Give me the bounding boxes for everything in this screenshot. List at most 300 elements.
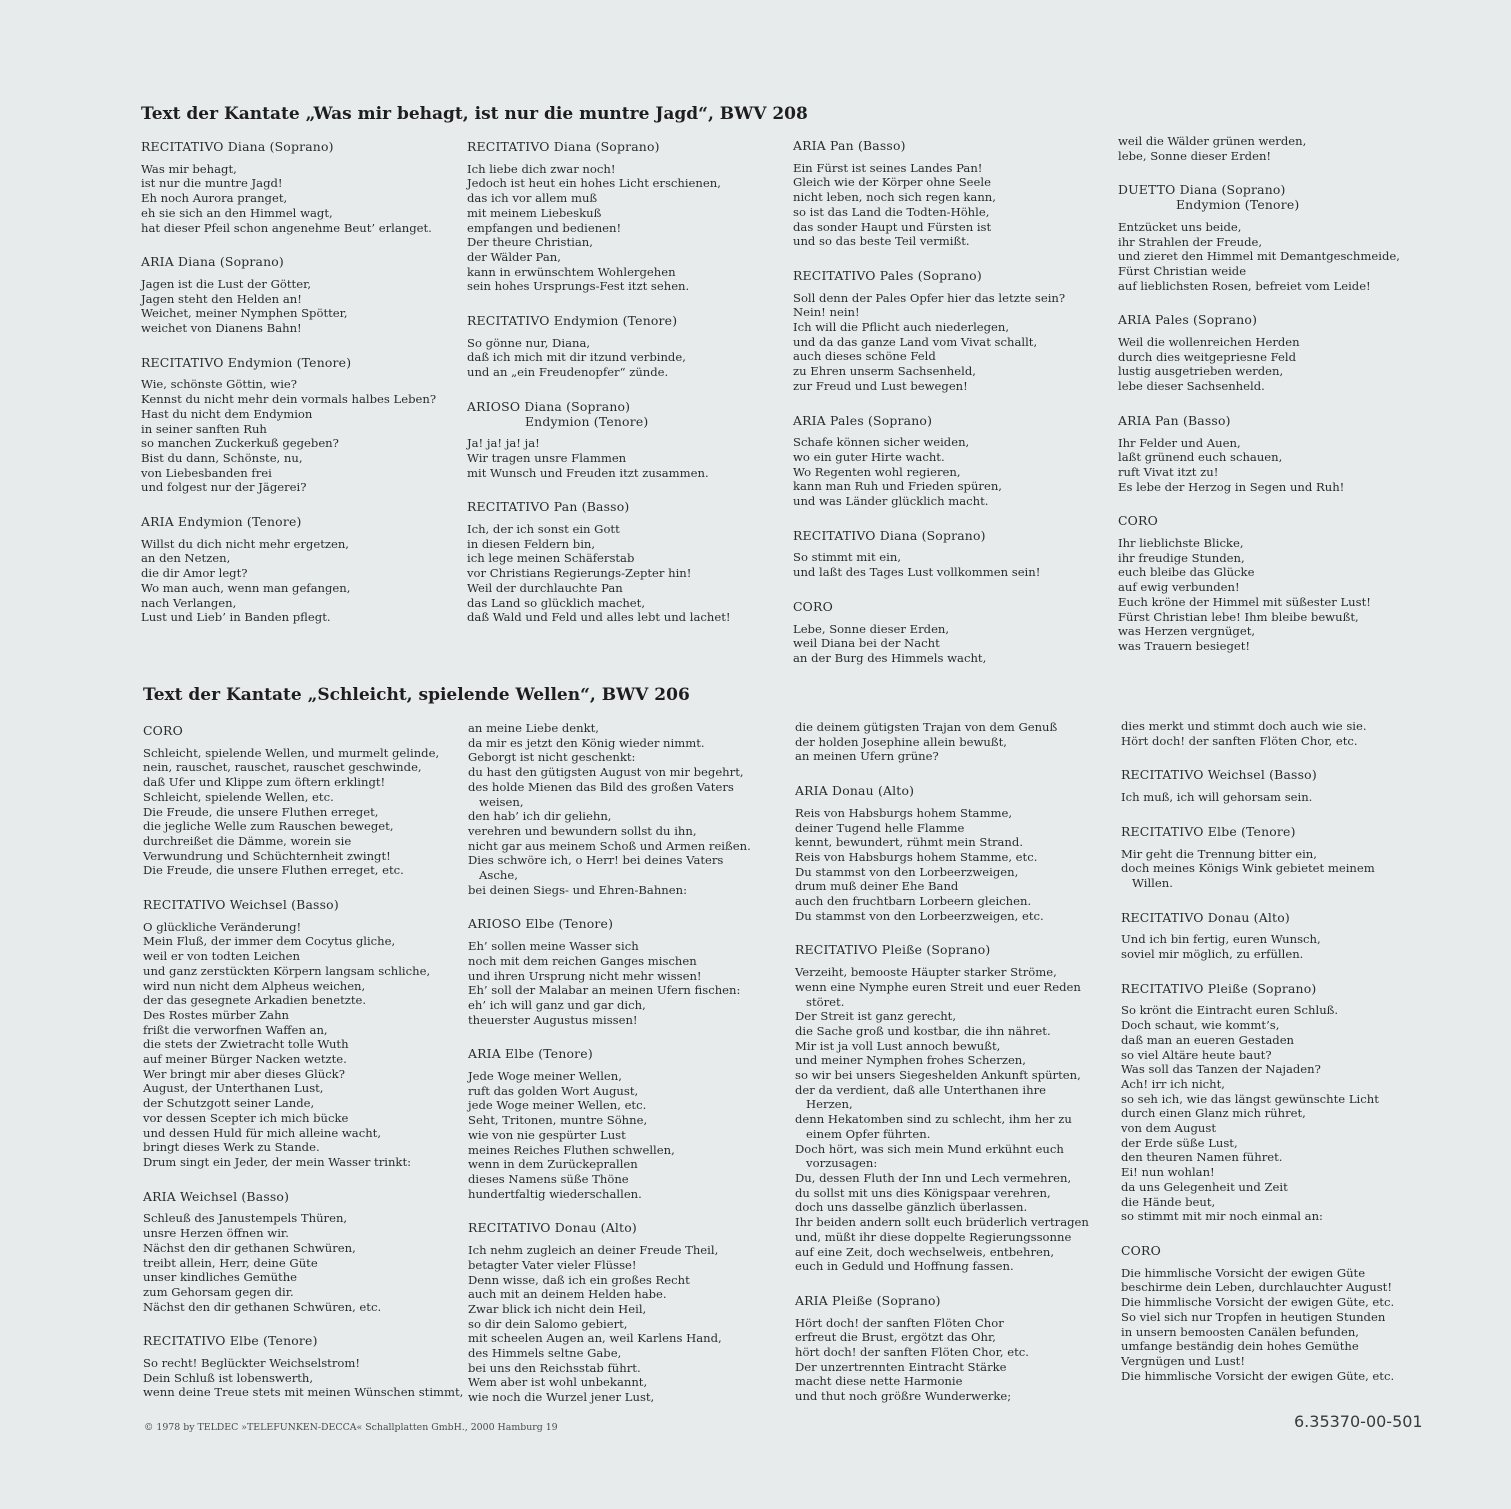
verse-line: ihr Strahlen der Freude, xyxy=(1118,234,1263,249)
libretto-section xyxy=(1118,313,1433,394)
libretto-section xyxy=(1121,911,1436,962)
verse-line: und an „ein Freudenopfer“ zünde. xyxy=(467,365,669,380)
verse-line: und folgest nur der Jägerei? xyxy=(141,480,307,495)
libretto-section xyxy=(795,720,1110,764)
verse-line: hat dieser Pfeil schon angenehme Beut’ erlanget. xyxy=(141,220,432,235)
verse-line: Doch schaut, wie kommt’s, xyxy=(1121,1018,1280,1033)
verse-line: Kennst du nicht mehr dein vormals halbes Leben? xyxy=(141,392,437,407)
verse-line: Jagen steht den Helden an! xyxy=(141,291,302,306)
verse-line: Willst du dich nicht mehr ergetzen, xyxy=(141,536,349,551)
libretto-section xyxy=(1121,719,1436,748)
verse-line: noch mit dem reichen Ganges mischen xyxy=(468,953,697,968)
verse-line: was Trauern besieget! xyxy=(1118,638,1251,653)
section-heading: CORO xyxy=(143,723,183,738)
libretto-section xyxy=(468,1047,783,1201)
verse-line: daß man an eueren Gestaden xyxy=(1121,1032,1295,1047)
section-heading: RECITATIVO Pleiße (Soprano) xyxy=(1121,980,1317,996)
verse-line: die Sache groß und kostbar, die ihn nähret. xyxy=(795,1023,1051,1038)
verse-line: an den Netzen, xyxy=(141,551,231,566)
verse-line: durchreißet die Dämme, worein sie xyxy=(143,833,352,848)
section-heading: RECITATIVO Pales (Soprano) xyxy=(793,267,982,283)
verse-line: so wir bei unsers Siegeshelden Ankunft spürten, xyxy=(795,1068,1081,1083)
verse-line: auch dieses schöne Feld xyxy=(793,349,936,364)
verse-line: zur Freud und Lust bewegen! xyxy=(793,378,968,393)
verse-line: an meinen Ufern grüne? xyxy=(795,749,939,764)
verse-line: O glückliche Veränderung! xyxy=(143,919,302,934)
verse-line: wie noch die Wurzel jener Lust, xyxy=(468,1390,655,1405)
verse-line: bei deinen Siegs- und Ehren-Bahnen: xyxy=(468,882,687,897)
verse-line: Ihr Felder und Auen, xyxy=(1118,435,1241,450)
verse-line: August, der Unterthanen Lust, xyxy=(143,1081,324,1096)
libretto-section xyxy=(467,140,782,294)
verse-line: Hast du nicht dem Endymion xyxy=(141,406,313,421)
cantata-1-column-1 xyxy=(141,140,456,645)
verse-line: Die himmlische Vorsicht der ewigen Güte xyxy=(1121,1265,1366,1280)
section-heading: RECITATIVO Endymion (Tenore) xyxy=(141,354,352,370)
section-heading: RECITATIVO Pan (Basso) xyxy=(467,499,630,515)
verse-line: treibt allein, Herr, deine Güte xyxy=(143,1255,318,1270)
verse-line: daß Ufer und Klippe zum öftern erklingt! xyxy=(143,775,386,790)
verse-line: lebe dieser Sachsenheld. xyxy=(1118,379,1265,394)
verse-line: Gleich wie der Körper ohne Seele xyxy=(793,175,991,190)
libretto-section xyxy=(795,1294,1110,1404)
catalog-number: 6.35370-00-501 xyxy=(1294,1412,1423,1431)
section-heading: ARIOSO Diana (Soprano) Endymion (Tenore) xyxy=(467,398,649,429)
libretto-section xyxy=(1118,414,1433,495)
verse-line: Die himmlische Vorsicht der ewigen Güte, etc. xyxy=(1121,1368,1395,1383)
verse-line: Drum singt ein Jeder, der mein Wasser trinkt: xyxy=(143,1154,412,1169)
verse-line: Verzeiht, bemooste Häupter starker Ströme, xyxy=(795,965,1057,980)
verse-line: Weil der durchlauchte Pan xyxy=(467,580,623,595)
section-heading: RECITATIVO Donau (Alto) xyxy=(468,1220,637,1236)
verse-line: da mir es jetzt den König wieder nimmt. xyxy=(468,735,705,750)
verse-line: und da das ganze Land vom Vivat schallt, xyxy=(793,334,1038,349)
section-heading: RECITATIVO Diana (Soprano) xyxy=(141,139,334,154)
libretto-section xyxy=(468,1221,783,1404)
verse-line: Jagen ist die Lust der Götter, xyxy=(141,276,312,291)
verse-line: Weil die wollenreichen Herden xyxy=(1118,335,1300,350)
section-heading: RECITATIVO Endymion (Tenore) xyxy=(467,313,678,329)
verse-line: drum muß deiner Ehe Band xyxy=(795,879,959,894)
verse-line: Ja! ja! ja! ja! xyxy=(467,436,540,451)
verse-line: So viel sich nur Tropfen in heutigen Stunden xyxy=(1121,1309,1386,1324)
verse-line: wird nun nicht dem Alpheus weichen, xyxy=(143,978,366,993)
verse-line: von dem August xyxy=(1121,1121,1216,1136)
verse-line: so stimmt mit mir noch einmal an: xyxy=(1121,1209,1323,1224)
verse-line: in unsern bemoosten Canälen befunden, xyxy=(1121,1324,1359,1339)
verse-line: so ist das Land die Todten-Höhle, xyxy=(793,204,990,219)
verse-line: Was mir behagt, xyxy=(141,161,237,176)
verse-line: hört doch! der sanften Flöten Chor, etc. xyxy=(795,1345,1029,1360)
libretto-section xyxy=(795,784,1110,923)
verse-line: an meine Liebe denkt, xyxy=(468,721,599,735)
verse-line: Denn wisse, daß ich ein großes Recht xyxy=(468,1272,690,1287)
verse-line: ruft das golden Wort August, xyxy=(468,1083,639,1098)
verse-line: unser kindliches Gemüthe xyxy=(143,1270,298,1285)
verse-line: weichet von Dianens Bahn! xyxy=(141,321,302,336)
verse-line: Reis von Habsburgs hohem Stamme, xyxy=(795,805,1012,820)
verse-line: auch mit an deinem Helden habe. xyxy=(468,1287,667,1302)
libretto-section xyxy=(141,255,456,336)
section-heading: CORO xyxy=(1118,513,1158,529)
libretto-section xyxy=(141,140,456,235)
verse-line: so manchen Zuckerkuß gegeben? xyxy=(141,436,339,451)
libretto-section xyxy=(467,314,782,380)
verse-line: Du, dessen Fluth der Inn und Lech vermehren, xyxy=(795,1170,1072,1185)
verse-line: Wer bringt mir aber dieses Glück? xyxy=(143,1066,345,1081)
verse-line: Nein! nein! xyxy=(793,305,860,320)
verse-line: die jegliche Welle zum Rauschen beweget, xyxy=(143,819,394,834)
verse-line: Bist du dann, Schönste, nu, xyxy=(141,450,303,465)
verse-line: daß ich mich mit dir itzund verbinde, xyxy=(467,350,686,365)
verse-line: eh sie sich an den Himmel wagt, xyxy=(141,205,333,220)
verse-line: mit scheelen Augen an, weil Karlens Hand, xyxy=(468,1331,722,1346)
verse-line: Nächst den dir gethanen Schwüren, etc. xyxy=(143,1299,382,1314)
section-heading: RECITATIVO Weichsel (Basso) xyxy=(1121,767,1317,783)
section-heading: ARIA Pleiße (Soprano) xyxy=(795,1292,941,1308)
verse-line: störet. xyxy=(795,994,845,1009)
verse-line: durch dies weitgepriesne Feld xyxy=(1118,349,1297,364)
verse-line: so dir dein Salomo gebiert, xyxy=(468,1316,628,1331)
section-heading: RECITATIVO Pleiße (Soprano) xyxy=(795,942,991,958)
verse-line: doch uns dasselbe gänzlich überlassen. xyxy=(795,1200,1028,1215)
verse-line: Eh’ soll der Malabar an meinen Ufern fischen: xyxy=(468,983,741,998)
cantata-2-column-2 xyxy=(468,721,783,1425)
verse-line: Asche, xyxy=(468,868,518,883)
cantata-1-column-3 xyxy=(793,139,1108,686)
libretto-section xyxy=(467,400,782,481)
verse-line: Mein Fluß, der immer dem Cocytus gliche, xyxy=(143,934,396,949)
verse-line: kennt, bewundert, rühmt mein Strand. xyxy=(795,835,1024,850)
verse-line: Willen. xyxy=(1121,875,1173,890)
verse-line: Die Freude, die unsere Fluthen erreget, etc. xyxy=(143,863,404,878)
verse-line: Dies schwöre ich, o Herr! bei deines Vaters xyxy=(468,853,724,868)
verse-line: vorzusagen: xyxy=(795,1156,878,1171)
verse-line: umfange beständig dein hohes Gemüthe xyxy=(1121,1339,1359,1354)
cantata-1-column-4 xyxy=(1118,134,1433,674)
verse-line: und dessen Huld für mich alleine wacht, xyxy=(143,1125,382,1140)
verse-line: Ich muß, ich will gehorsam sein. xyxy=(1121,790,1313,805)
verse-line: auf meiner Bürger Nacken wetzte. xyxy=(143,1052,347,1067)
verse-line: meines Reiches Fluthen schwellen, xyxy=(468,1142,675,1157)
verse-line: ist nur die muntre Jagd! xyxy=(141,176,283,191)
verse-line: so viel Altäre heute baut? xyxy=(1121,1047,1272,1062)
cantata-2-column-3 xyxy=(795,720,1110,1424)
verse-line: So recht! Beglückter Weichselstrom! xyxy=(143,1356,361,1371)
verse-line: Des Rostes mürber Zahn xyxy=(143,1007,290,1022)
verse-line: Herzen, xyxy=(795,1097,853,1112)
verse-line: Geborgt ist nicht geschenkt: xyxy=(468,750,636,765)
section-heading: ARIA Pales (Soprano) xyxy=(1118,312,1258,328)
section-heading: CORO xyxy=(1121,1242,1161,1258)
verse-line: Jede Woge meiner Wellen, xyxy=(468,1069,622,1084)
libretto-section xyxy=(467,500,782,625)
verse-line: nein, rauschet, rauschet, rauschet geschwinde, xyxy=(143,760,422,775)
verse-line: Fürst Christian weide xyxy=(1118,263,1247,278)
verse-line: erfreut die Brust, ergötzt das Ohr, xyxy=(795,1330,996,1345)
verse-line: Und ich bin fertig, euren Wunsch, xyxy=(1121,932,1321,947)
verse-line: den theuren Namen führet. xyxy=(1121,1150,1283,1165)
verse-line: Lust und Lieb’ in Banden pflegt. xyxy=(141,610,331,625)
verse-line: So gönne nur, Diana, xyxy=(467,335,591,350)
verse-line: zu Ehren unserm Sachsenheld, xyxy=(793,364,976,379)
verse-line: sein hohes Ursprungs-Fest itzt sehen. xyxy=(467,279,690,294)
verse-line: mit Wunsch und Freuden itzt zusammen. xyxy=(467,465,709,480)
libretto-section xyxy=(1121,1244,1436,1383)
verse-line: Reis von Habsburgs hohem Stamme, etc. xyxy=(795,849,1038,864)
verse-line: von Liebesbanden frei xyxy=(141,465,272,480)
verse-line: und laßt des Tages Lust vollkommen sein! xyxy=(793,565,1041,580)
verse-line: ihr freudige Stunden, xyxy=(1118,550,1245,565)
verse-line: Ihr beiden andern sollt euch brüderlich vertragen xyxy=(795,1215,1089,1230)
verse-line: der Wälder Pan, xyxy=(467,249,561,264)
verse-line: empfangen und bedienen! xyxy=(467,220,622,235)
section-heading: RECITATIVO Elbe (Tenore) xyxy=(1121,823,1296,839)
cantata-1-title: Text der Kantate „Was mir behagt, ist nur die muntre Jagd“, BWV 208 xyxy=(141,104,808,124)
verse-line: Wo man auch, wenn man gefangen, xyxy=(141,580,351,595)
verse-line: auf eine Zeit, doch wechselweis, entbehren, xyxy=(795,1244,1055,1259)
verse-line: die Hände beut, xyxy=(1121,1194,1216,1209)
verse-line: der holden Josephine allein bewußt, xyxy=(795,734,1007,749)
verse-line: Weichet, meiner Nymphen Spötter, xyxy=(141,306,348,321)
verse-line: Ich, der ich sonst ein Gott xyxy=(467,522,620,537)
verse-line: und meiner Nymphen frohes Scherzen, xyxy=(795,1053,1026,1068)
verse-line: Mir ist ja voll Lust annoch bewußt, xyxy=(795,1038,1001,1053)
verse-line: die stets der Zwietracht tolle Wuth xyxy=(143,1037,349,1052)
verse-line: Doch hört, was sich mein Mund erkühnt euch xyxy=(795,1141,1064,1156)
verse-line: wenn in dem Zurückeprallen xyxy=(468,1157,638,1172)
section-heading: RECITATIVO Elbe (Tenore) xyxy=(143,1333,318,1349)
verse-line: wie von nie gespürter Lust xyxy=(468,1127,626,1142)
copyright-notice: © 1978 by TELDEC »TELEFUNKEN-DECCA« Schallplatten GmbH., 2000 Hamburg 19 xyxy=(144,1422,558,1433)
verse-line: doch meines Königs Wink gebietet meinem xyxy=(1121,861,1375,876)
verse-line: einem Opfer führten. xyxy=(795,1126,931,1141)
verse-line: Die Freude, die unsere Fluthen erreget, xyxy=(143,804,379,819)
cantata-1-column-2 xyxy=(467,140,782,645)
verse-line: Du stammst von den Lorbeerzweigen, etc. xyxy=(795,908,1044,923)
verse-line: das sonder Haupt und Fürsten ist xyxy=(793,219,992,234)
verse-line: kann in erwünschtem Wohlergehen xyxy=(467,264,676,279)
verse-line: Der Streit ist ganz gerecht, xyxy=(795,1009,957,1024)
verse-line: bringt dieses Werk zu Stande. xyxy=(143,1140,320,1155)
verse-line: lustig ausgetrieben werden, xyxy=(1118,364,1284,379)
libretto-section xyxy=(793,139,1108,249)
verse-line: Schafe können sicher weiden, xyxy=(793,435,970,450)
section-heading: ARIA Pan (Basso) xyxy=(793,138,906,153)
verse-line: euch bleibe das Glücke xyxy=(1118,565,1255,580)
verse-line: denn Hekatomben sind zu schlecht, ihm her zu xyxy=(795,1112,1072,1127)
verse-line: mit meinem Liebeskuß xyxy=(467,205,602,220)
verse-line: Ich liebe dich zwar noch! xyxy=(467,161,616,176)
verse-line: eh’ ich will ganz und gar dich, xyxy=(468,997,646,1012)
verse-line: So stimmt mit ein, xyxy=(793,550,902,565)
verse-line: laßt grünend euch schauen, xyxy=(1118,450,1283,465)
verse-line: Verwundrung und Schüchternheit zwingt! xyxy=(143,848,391,863)
verse-line: und thut noch größre Wunderwerke; xyxy=(795,1389,1012,1404)
verse-line: unsre Herzen öffnen wir. xyxy=(143,1226,289,1241)
verse-line: deiner Tugend helle Flamme xyxy=(795,820,965,835)
section-heading: RECITATIVO Donau (Alto) xyxy=(1121,909,1290,925)
verse-line: Ein Fürst ist seines Landes Pan! xyxy=(793,160,983,175)
verse-line: Schleicht, spielende Wellen, etc. xyxy=(143,789,334,804)
verse-line: jede Woge meiner Wellen, etc. xyxy=(468,1098,647,1113)
libretto-section xyxy=(141,515,456,625)
verse-line: Lebe, Sonne dieser Erden, xyxy=(793,621,950,636)
libretto-section xyxy=(1118,183,1433,293)
section-heading: ARIA Diana (Soprano) xyxy=(141,254,284,270)
verse-line: den hab’ ich dir geliehn, xyxy=(468,809,612,824)
verse-line: vor dessen Scepter ich mich bücke xyxy=(143,1110,349,1125)
libretto-section xyxy=(1121,825,1436,891)
libretto-section xyxy=(143,1333,464,1400)
section-heading: RECITATIVO Diana (Soprano) xyxy=(467,139,660,154)
section-heading: RECITATIVO Weichsel (Basso) xyxy=(143,897,339,913)
verse-line: Vergnügen und Lust! xyxy=(1121,1353,1245,1368)
verse-line: hundertfaltig wiederschallen. xyxy=(468,1186,642,1201)
verse-line: Ihr lieblichste Blicke, xyxy=(1118,536,1244,551)
verse-line: die deinem gütigsten Trajan von dem Genuß xyxy=(795,720,1058,734)
verse-line: und ganz zerstückten Körpern langsam schliche, xyxy=(143,963,431,978)
verse-line: beschirme dein Leben, durchlauchter August! xyxy=(1121,1280,1392,1295)
verse-line: die dir Amor legt? xyxy=(141,566,248,581)
verse-line: der Schutzgott seiner Lande, xyxy=(143,1096,315,1111)
libretto-section xyxy=(141,356,456,495)
verse-line: Eh’ sollen meine Wasser sich xyxy=(468,939,639,954)
verse-line: nicht leben, noch sich regen kann, xyxy=(793,190,996,205)
section-heading: ARIA Pan (Basso) xyxy=(1118,412,1231,428)
verse-line: Ach! irr ich nicht, xyxy=(1121,1076,1225,1091)
verse-line: nach Verlangen, xyxy=(141,595,237,610)
libretto-section xyxy=(793,269,1108,394)
verse-line: der da verdient, daß alle Unterthanen ihre xyxy=(795,1082,1047,1097)
verse-line: dies merkt und stimmt doch auch wie sie. xyxy=(1121,719,1367,733)
verse-line: Zwar blick ich nicht dein Heil, xyxy=(468,1301,647,1316)
verse-line: Ei! nun wohlan! xyxy=(1121,1165,1215,1180)
verse-line: Es lebe der Herzog in Segen und Ruh! xyxy=(1118,479,1345,494)
verse-line: bei uns den Reichsstab führt. xyxy=(468,1360,641,1375)
verse-line: was Herzen vergnüget, xyxy=(1118,624,1256,639)
cantata-2-column-4 xyxy=(1121,719,1436,1403)
verse-line: und, müßt ihr diese doppelte Regierungssonne xyxy=(795,1229,1072,1244)
verse-line: euch in Geduld und Hoffnung fassen. xyxy=(795,1259,1014,1274)
verse-line: Hört doch! der sanften Flöten Chor, etc. xyxy=(1121,733,1358,748)
verse-line: auch den fruchtbarn Lorbeern gleichen. xyxy=(795,894,1032,909)
verse-line: auf lieblichsten Rosen, befreiet vom Leide! xyxy=(1118,278,1371,293)
verse-line: und was Länder glücklich macht. xyxy=(793,494,989,509)
verse-line: des holde Mienen das Bild des großen Vaters xyxy=(468,779,734,794)
section-heading: ARIOSO Elbe (Tenore) xyxy=(468,916,614,932)
verse-line: so seh ich, wie das längst gewünschte Licht xyxy=(1121,1091,1379,1106)
verse-line: Die himmlische Vorsicht der ewigen Güte, etc. xyxy=(1121,1295,1395,1310)
verse-line: in diesen Feldern bin, xyxy=(467,536,596,551)
verse-line: Mir geht die Trennung bitter ein, xyxy=(1121,846,1317,861)
section-heading: RECITATIVO Diana (Soprano) xyxy=(793,527,986,543)
verse-line: zum Gehorsam gegen dir. xyxy=(143,1284,294,1299)
verse-line: Der unzertrennten Eintracht Stärke xyxy=(795,1359,1007,1374)
verse-line: nicht gar aus meinem Schoß und Armen reißen. xyxy=(468,838,751,853)
verse-line: betagter Vater vieler Flüsse! xyxy=(468,1257,637,1272)
verse-line: das Land so glücklich machet, xyxy=(467,595,646,610)
cantata-2-title: Text der Kantate „Schleicht, spielende Wellen“, BWV 206 xyxy=(143,685,690,705)
verse-line: ruft Vivat itzt zu! xyxy=(1118,464,1219,479)
verse-line: weil Diana bei der Nacht xyxy=(793,636,940,651)
verse-line: lebe, Sonne dieser Erden! xyxy=(1118,148,1272,163)
verse-line: wenn eine Nymphe euren Streit und euer Reden xyxy=(795,979,1081,994)
verse-line: der das gesegnete Arkadien benetzte. xyxy=(143,993,367,1008)
libretto-section xyxy=(793,414,1108,509)
verse-line: Eh noch Aurora pranget, xyxy=(141,191,288,206)
libretto-section xyxy=(468,721,783,897)
verse-line: Seht, Tritonen, muntre Söhne, xyxy=(468,1113,648,1128)
verse-line: wenn deine Treue stets mit meinen Wünschen stimmt, xyxy=(143,1385,464,1400)
verse-line: frißt die verworfnen Waffen an, xyxy=(143,1022,328,1037)
libretto-section xyxy=(793,600,1108,666)
verse-line: ich lege meinen Schäferstab xyxy=(467,551,635,566)
section-heading: ARIA Weichsel (Basso) xyxy=(143,1188,290,1204)
verse-line: Wie, schönste Göttin, wie? xyxy=(141,377,297,392)
libretto-section xyxy=(1121,982,1436,1224)
verse-line: daß Wald und Feld und alles lebt und lachet! xyxy=(467,610,731,625)
libretto-section xyxy=(468,917,783,1027)
verse-line: Nächst den dir gethanen Schwüren, xyxy=(143,1240,356,1255)
libretto-section xyxy=(1118,514,1433,653)
section-heading: ARIA Donau (Alto) xyxy=(795,783,915,799)
verse-line: Wir tragen unsre Flammen xyxy=(467,450,627,465)
verse-line: und ihren Ursprung nicht mehr wissen! xyxy=(468,968,702,983)
verse-line: macht diese nette Harmonie xyxy=(795,1374,963,1389)
cantata-2-column-1 xyxy=(143,723,464,1420)
verse-line: das ich vor allem muß xyxy=(467,191,598,206)
verse-line: durch einen Glanz mich rühret, xyxy=(1121,1106,1306,1121)
section-heading: CORO xyxy=(793,598,833,614)
section-heading: ARIA Elbe (Tenore) xyxy=(468,1046,593,1062)
verse-line: und so das beste Teil vermißt. xyxy=(793,234,970,249)
verse-line: Euch kröne der Himmel mit süßester Lust! xyxy=(1118,594,1371,609)
verse-line: des Himmels seltne Gabe, xyxy=(468,1346,622,1361)
verse-line: theuerster Augustus missen! xyxy=(468,1012,638,1027)
verse-line: weil er von todten Leichen xyxy=(143,949,300,964)
verse-line: Dein Schluß ist lobenswerth, xyxy=(143,1370,314,1385)
verse-line: da uns Gelegenheit und Zeit xyxy=(1121,1179,1288,1194)
verse-line: Du stammst von den Lorbeerzweigen, xyxy=(795,864,1019,879)
verse-line: verehren und bewundern sollst du ihn, xyxy=(468,823,697,838)
verse-line: soviel mir möglich, zu erfüllen. xyxy=(1121,947,1304,962)
verse-line: vor Christians Regierungs-Zepter hin! xyxy=(467,566,692,581)
verse-line: Was soll das Tanzen der Najaden? xyxy=(1121,1062,1321,1077)
verse-line: Fürst Christian lebe! Ihm bleibe bewußt, xyxy=(1118,609,1359,624)
verse-line: du sollst mit uns dies Königspaar verehren, xyxy=(795,1185,1051,1200)
verse-line: Wo Regenten wohl regieren, xyxy=(793,464,961,479)
libretto-section xyxy=(143,898,458,1170)
libretto-section xyxy=(1121,768,1436,804)
verse-line: weil die Wälder grünen werden, xyxy=(1118,134,1307,148)
section-heading: DUETTO Diana (Soprano) Endymion (Tenore) xyxy=(1118,182,1300,213)
verse-line: Schleuß des Janustempels Thüren, xyxy=(143,1211,348,1226)
verse-line: Jedoch ist heut ein hohes Licht erschienen, xyxy=(467,176,721,191)
verse-line: kann man Ruh und Frieden spüren, xyxy=(793,479,1002,494)
verse-line: Wem aber ist wohl unbekannt, xyxy=(468,1375,648,1390)
verse-line: Ich will die Pflicht auch niederlegen, xyxy=(793,320,1010,335)
verse-line: dieses Namens süße Thöne xyxy=(468,1171,629,1186)
verse-line: wo ein guter Hirte wacht. xyxy=(793,449,945,464)
verse-line: Der theure Christian, xyxy=(467,235,593,250)
verse-line: Ich nehm zugleich an deiner Freude Theil, xyxy=(468,1243,719,1258)
verse-line: Schleicht, spielende Wellen, und murmelt gelinde, xyxy=(143,745,440,760)
verse-line: der Erde süße Lust, xyxy=(1121,1135,1238,1150)
libretto-section xyxy=(795,943,1110,1273)
verse-line: an der Burg des Himmels wacht, xyxy=(793,650,987,665)
section-heading: ARIA Endymion (Tenore) xyxy=(141,514,302,530)
